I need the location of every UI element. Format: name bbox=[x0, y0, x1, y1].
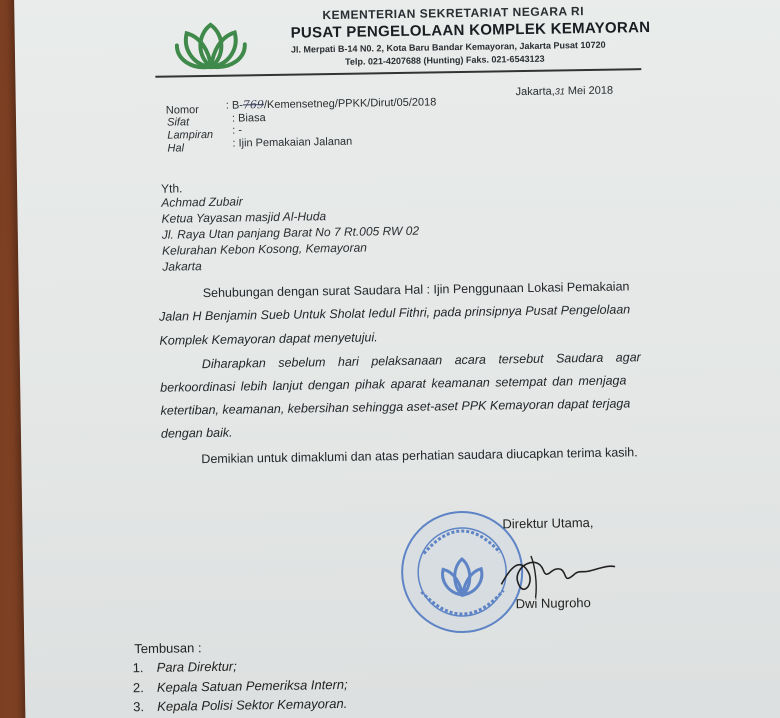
body-p1-line2: Jalan H Benjamin Sueb Untuk Sholat Iedul Fithri, pada prinsipnya Pusat Pengelolaan bbox=[159, 302, 631, 324]
nomor-value bbox=[226, 95, 437, 111]
nomor-label: Nomor bbox=[165, 104, 199, 117]
tembusan-number: 2. bbox=[132, 680, 144, 696]
body-p2-line2: berkoordinasi lebih lanjut dengan pihak aparat keamanan setempat dan menjaga bbox=[160, 373, 627, 395]
hal-value: : Ijin Pemakaian Jalanan bbox=[232, 135, 353, 150]
tembusan-number: 1. bbox=[132, 660, 144, 676]
date-place: Jakarta, bbox=[515, 85, 555, 99]
agency-address: Jl. Merpati B-14 N0. 2, Kota Baru Bandar Kemayoran, Jakarta Pusat 10720 bbox=[290, 39, 606, 55]
letter-paper bbox=[14, 0, 780, 718]
lampiran-value: : - bbox=[232, 124, 243, 137]
body-p2-line1: Diharapkan sebelum hari pelaksanaan acara tersebut Saudara agar bbox=[201, 350, 641, 372]
tembusan-number: 3. bbox=[133, 699, 145, 715]
tembusan-item-2 bbox=[133, 677, 348, 695]
nomor-prefix: : B- bbox=[225, 99, 244, 112]
lotus-logo-icon bbox=[174, 20, 247, 71]
sifat-value: : Biasa bbox=[231, 112, 266, 125]
body-p2-line4: dengan baik. bbox=[160, 425, 233, 441]
recipient-kelurahan: Kelurahan Kebon Kosong, Kemayoran bbox=[161, 240, 367, 258]
recipient-name: Achmad Zubair bbox=[161, 194, 243, 210]
tembusan-item-3 bbox=[133, 696, 347, 714]
recipient-street: Jl. Raya Utan panjang Barat No 7 Rt.005 RW 02 bbox=[161, 223, 420, 242]
hal-label: Hal bbox=[167, 142, 185, 155]
signatory-name: Dwi Nugroho bbox=[515, 595, 591, 612]
recipient-city: Jakarta bbox=[162, 259, 202, 274]
tembusan-item-text: Para Direktur; bbox=[156, 658, 237, 675]
recipient-yth: Yth. bbox=[160, 181, 183, 196]
body-p3: Demikian untuk dimaklumi dan atas perhatian saudara diucapkan terima kasih. bbox=[201, 445, 638, 467]
ministry-name: KEMENTERIAN SEKRETARIAT NEGARA RI bbox=[322, 4, 585, 23]
nomor-handwritten: 769 bbox=[242, 98, 265, 112]
tembusan-item-text: Kepala Polisi Sektor Kemayoran. bbox=[157, 695, 348, 714]
date-day: 31 bbox=[554, 86, 565, 97]
recipient-title: Ketua Yayasan masjid Al-Huda bbox=[161, 209, 327, 226]
sifat-label: Sifat bbox=[166, 116, 190, 129]
body-p1-line3: Komplek Kemayoran dapat menyetujui. bbox=[159, 330, 378, 348]
agency-name: PUSAT PENGELOLAAN KOMPLEK KEMAYORAN bbox=[290, 19, 651, 42]
tembusan-item-text: Kepala Satuan Pemeriksa Intern; bbox=[156, 676, 348, 695]
signatory-position: Direktur Utama, bbox=[502, 514, 594, 532]
nomor-rest: /Kemensetneg/PPKK/Dirut/05/2018 bbox=[263, 96, 437, 112]
date-line bbox=[516, 85, 614, 99]
tembusan-label: Tembusan : bbox=[134, 640, 202, 657]
lampiran-label: Lampiran bbox=[167, 128, 214, 142]
body-p1-line1: Sehubungan dengan surat Saudara Hal : Ijin Penggunaan Lokasi Pemakaian bbox=[202, 279, 630, 301]
body-p2-line3: ketertiban, keamanan, kebersihan sehingga aset-aset PPK Kemayoran dapat terjaga bbox=[160, 396, 631, 418]
agency-phone: Telp. 021-4207688 (Hunting) Faks. 021-6543123 bbox=[345, 53, 545, 67]
tembusan-item-1 bbox=[133, 659, 237, 676]
date-month-year: Mei 2018 bbox=[567, 84, 614, 98]
